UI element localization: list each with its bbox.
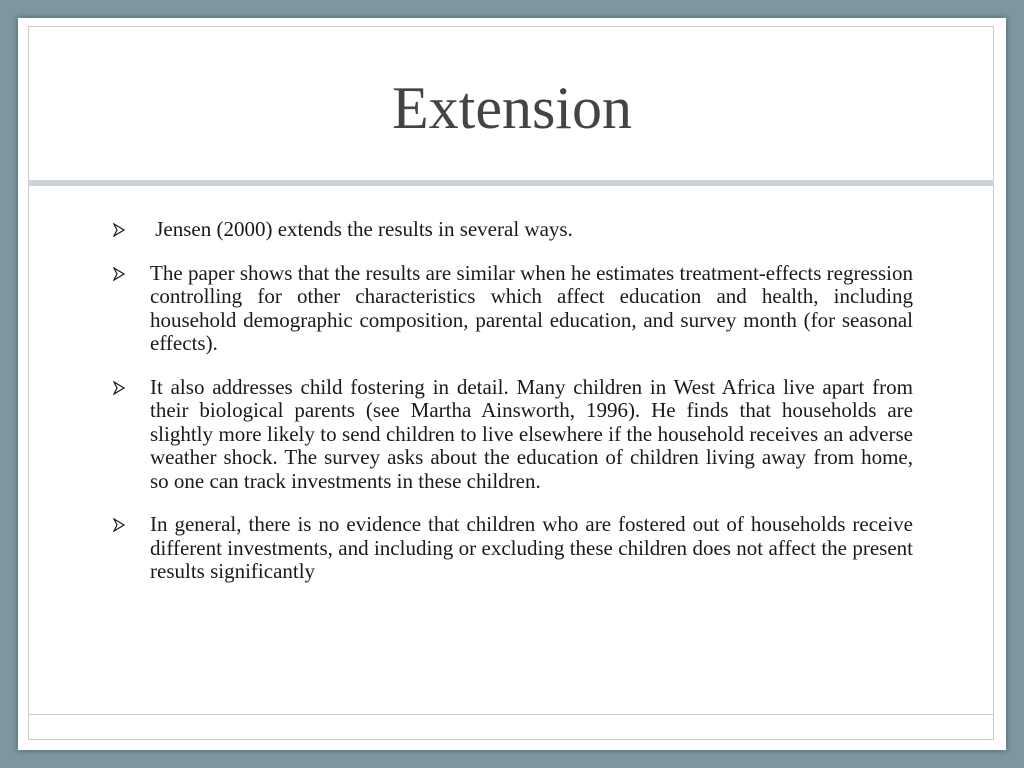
bullet-text: It also addresses child fostering in detail. Many children in West Africa live apart from their biological parents (see Martha Ainsworth, 1996). He finds that households are slightly more likely to send children to live elsewhere if the household receives an adverse weather shock. The survey asks about the education of children living away from home, so one can track investments in these children. [150, 374, 913, 493]
arrow-bullet-icon [113, 377, 129, 395]
bullet-text: The paper shows that the results are similar when he estimates treatment-effects regression controlling for other characteristics which affect education and health, including household demographic composition, parental education, and survey month (for seasonal effects). [150, 260, 913, 355]
slide-title: Extension [392, 75, 632, 141]
arrow-bullet-icon [113, 514, 129, 532]
slide-content [113, 218, 913, 604]
bullet-item [113, 262, 913, 356]
bullet-item [113, 513, 913, 584]
slide [18, 18, 1006, 750]
arrow-bullet-icon [113, 219, 129, 237]
bullet-item [113, 218, 913, 242]
title-divider [28, 180, 994, 186]
bullet-text: Jensen (2000) extends the results in several ways. [150, 217, 573, 241]
bullet-item [113, 376, 913, 494]
footer-divider [28, 714, 994, 715]
bullet-text: In general, there is no evidence that children who are fostered out of households receive different investments, and including or excluding these children does not affect the present results significantly [150, 512, 913, 583]
bullet-list [113, 218, 913, 584]
arrow-bullet-icon [113, 263, 129, 281]
